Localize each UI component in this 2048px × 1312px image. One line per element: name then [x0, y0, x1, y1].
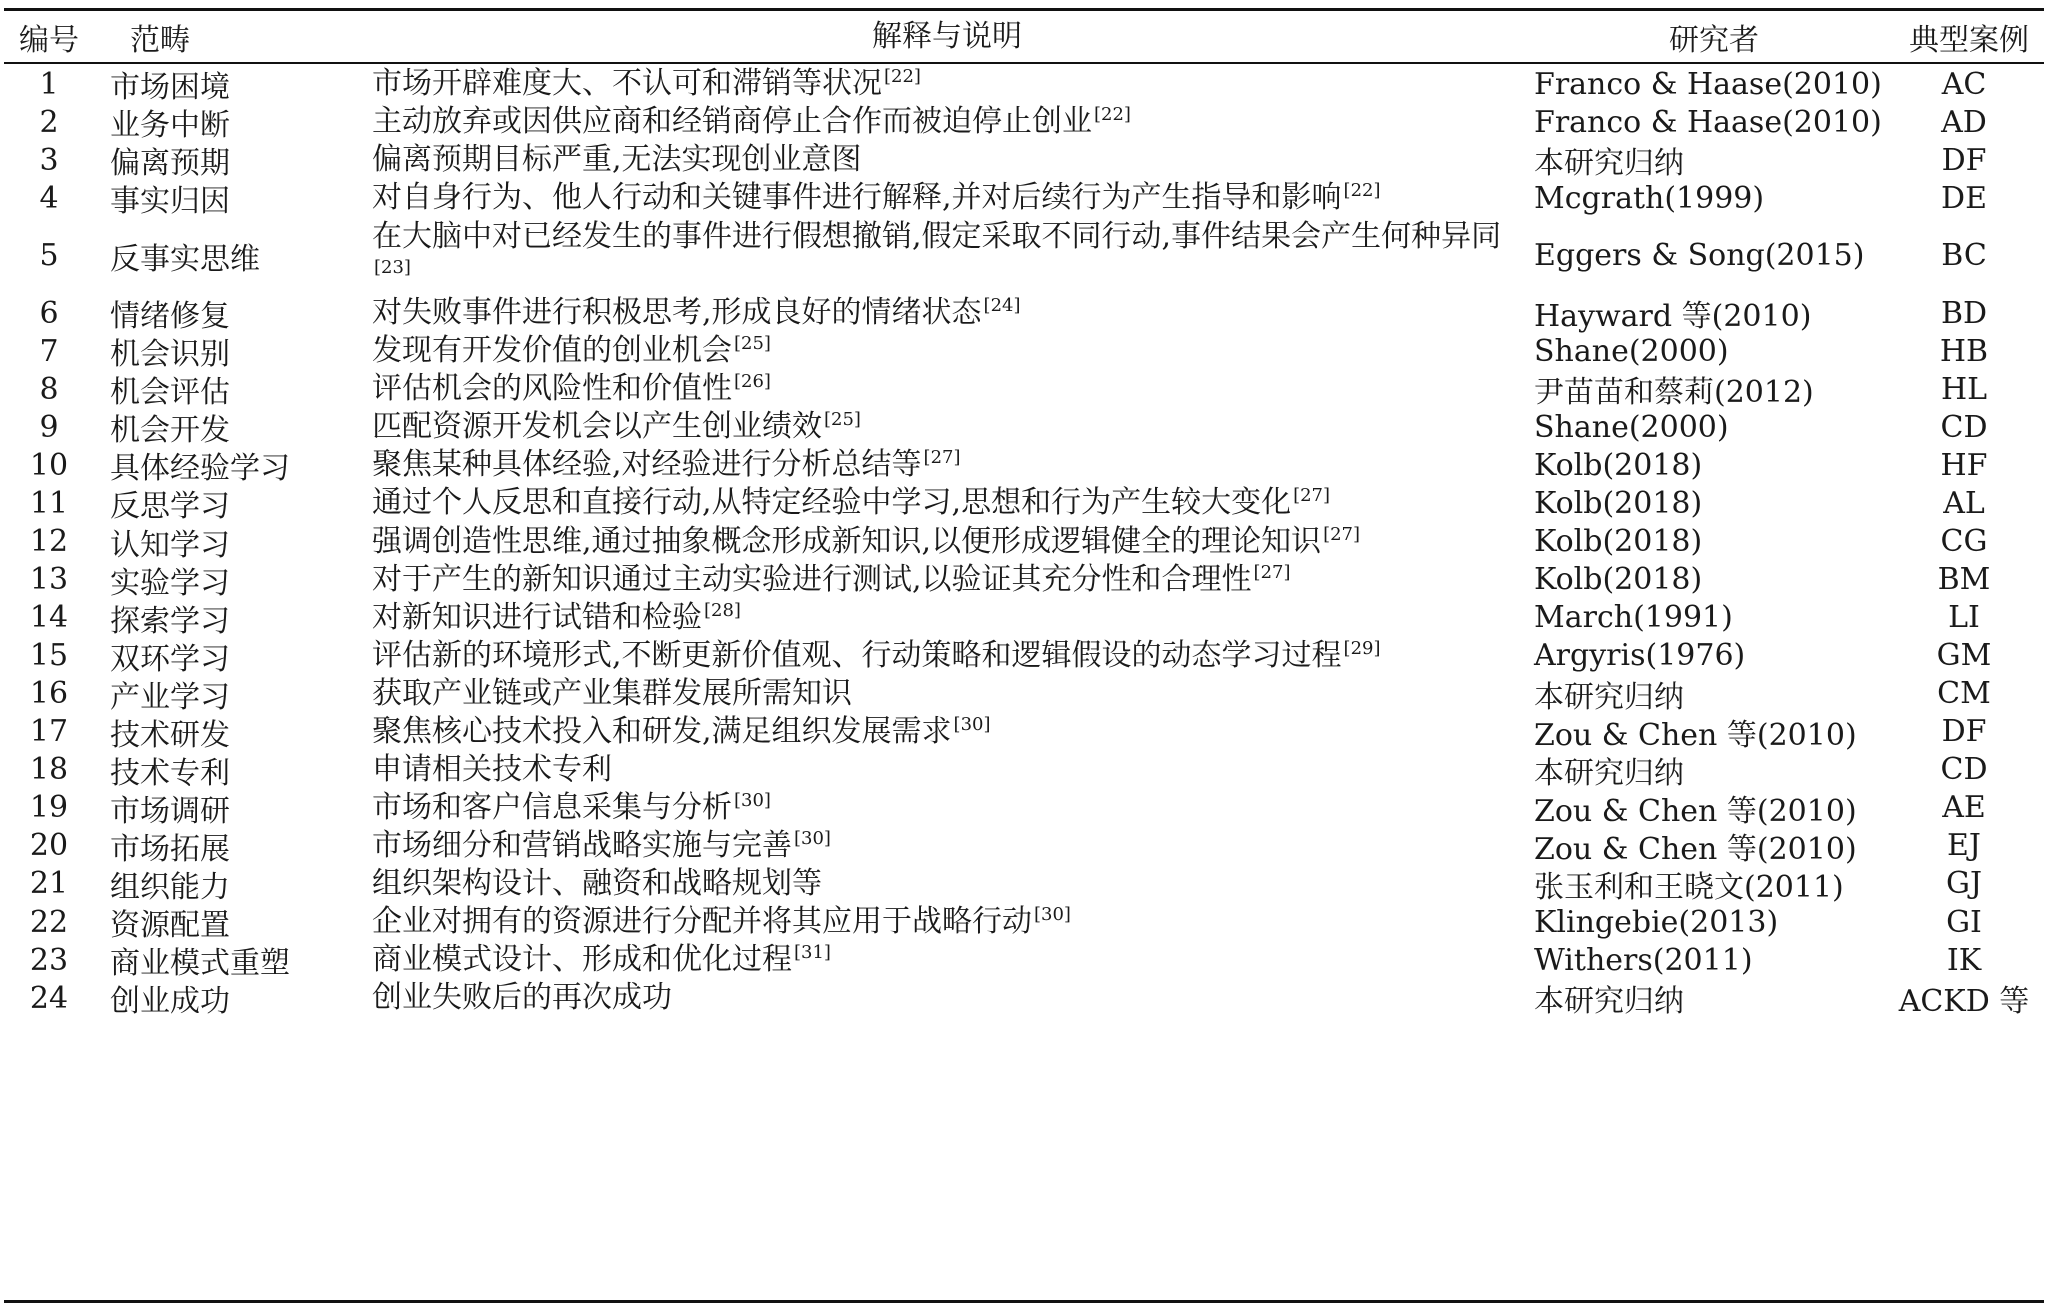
- explanation-text: 对新知识进行试错和检验: [372, 599, 702, 635]
- citation-ref: [27]: [1293, 485, 1331, 507]
- explanation-text: 聚焦核心技术投入和研发,满足组织发展需求: [372, 713, 952, 749]
- row-researcher: 本研究归纳: [1534, 146, 1684, 182]
- explanation-text: 评估机会的风险性和价值性: [372, 371, 732, 407]
- table-header-rule: [4, 62, 2044, 64]
- explanation-text: 市场和客户信息采集与分析: [372, 789, 732, 825]
- row-category: 技术专利: [110, 755, 230, 791]
- row-explanation: [372, 179, 1522, 217]
- row-case: GI: [1946, 904, 1982, 940]
- row-id: 21: [29, 866, 69, 902]
- row-case: CD: [1940, 409, 1988, 445]
- citation-ref: [22]: [884, 66, 921, 88]
- row-researcher: 张玉利和王晓文(2011): [1534, 869, 1844, 905]
- row-case: BC: [1941, 238, 1987, 274]
- explanation-text: 强调创造性思维,通过抽象概念形成新知识,以便形成逻辑健全的理论知识: [372, 523, 1322, 559]
- row-case: HL: [1940, 371, 1988, 407]
- row-researcher: Zou & Chen 等(2010): [1534, 793, 1857, 829]
- row-category: 双环学习: [110, 641, 230, 677]
- row-category: 机会开发: [110, 413, 230, 449]
- header-category: 范畴: [130, 22, 190, 58]
- row-id: 14: [29, 600, 69, 636]
- table-bottom-rule: [4, 1300, 2044, 1303]
- row-id: 24: [29, 980, 69, 1016]
- explanation-text: 获取产业链或产业集群发展所需知识: [372, 675, 852, 711]
- explanation-text: 市场细分和营销战略实施与完善: [372, 827, 792, 863]
- row-case: BD: [1940, 295, 1988, 331]
- table-row: [4, 903, 2044, 944]
- row-researcher: Franco & Haase(2010): [1534, 104, 1882, 140]
- row-case: CD: [1940, 752, 1988, 788]
- row-category: 产业学习: [110, 679, 230, 715]
- row-category: 商业模式重塑: [110, 946, 290, 982]
- row-id: 5: [39, 238, 59, 274]
- explanation-text: 偏离预期目标严重,无法实现创业意图: [372, 142, 862, 178]
- citation-ref: [25]: [824, 409, 861, 431]
- citation-ref: [29]: [1343, 637, 1381, 659]
- row-category: 探索学习: [110, 603, 230, 639]
- row-researcher: Hayward 等(2010): [1534, 299, 1812, 335]
- row-category: 实验学习: [110, 565, 230, 601]
- table-row: [4, 637, 2044, 675]
- citation-ref: [30]: [1034, 904, 1071, 926]
- row-id: 2: [39, 104, 59, 140]
- row-id: 22: [29, 904, 69, 940]
- explanation-text: 对于产生的新知识通过主动实验进行测试,以验证其充分性和合理性: [372, 561, 1252, 597]
- row-explanation: [372, 979, 1522, 1017]
- table-row: [4, 827, 2044, 865]
- row-category: 偏离预期: [110, 146, 230, 182]
- row-researcher: Franco & Haase(2010): [1534, 66, 1882, 102]
- row-researcher: Withers(2011): [1534, 942, 1753, 978]
- explanation-text: 发现有开发价值的创业机会: [372, 333, 732, 369]
- citation-ref: [30]: [953, 713, 991, 735]
- row-id: 11: [29, 485, 69, 521]
- row-id: 17: [29, 714, 69, 750]
- categories-table: [4, 0, 2044, 1312]
- citation-ref: [30]: [794, 827, 831, 849]
- explanation-text: 聚焦某种具体经验,对经验进行分析总结等: [372, 447, 922, 483]
- explanation-text: 组织架构设计、融资和战略规划等: [372, 865, 822, 901]
- table-row: [4, 561, 2044, 599]
- row-id: 10: [29, 447, 69, 483]
- row-case: AL: [1943, 485, 1985, 521]
- row-researcher: Mcgrath(1999): [1534, 180, 1765, 216]
- table-row: [4, 370, 2044, 411]
- row-case: HF: [1940, 447, 1988, 483]
- row-researcher: Shane(2000): [1534, 333, 1729, 369]
- row-researcher: Argyris(1976): [1534, 638, 1746, 674]
- row-id: 6: [39, 295, 59, 331]
- row-case: ACKD 等: [1898, 984, 2030, 1020]
- row-category: 事实归因: [110, 184, 230, 220]
- row-category: 技术研发: [110, 717, 230, 753]
- explanation-text: 主动放弃或因供应商和经销商停止合作而被迫停止创业: [372, 104, 1092, 140]
- row-id: 23: [29, 942, 69, 978]
- row-id: 18: [29, 752, 69, 788]
- table-row: [4, 179, 2044, 220]
- row-researcher: 本研究归纳: [1534, 755, 1684, 791]
- table-row: [4, 941, 2044, 982]
- header-id: 编号: [19, 22, 79, 58]
- row-researcher: Klingebie(2013): [1534, 904, 1779, 940]
- row-category: 机会识别: [110, 337, 230, 373]
- row-id: 8: [39, 371, 59, 407]
- explanation-text: 企业对拥有的资源进行分配并将其应用于战略行动: [372, 904, 1032, 940]
- row-category: 市场困境: [110, 70, 230, 106]
- row-case: AE: [1942, 790, 1986, 826]
- row-category: 市场拓展: [110, 831, 230, 867]
- header-researcher: 研究者: [1669, 22, 1759, 58]
- table-row: [4, 103, 2044, 144]
- citation-ref: [28]: [704, 599, 741, 621]
- row-category: 认知学习: [110, 527, 230, 563]
- row-id: 3: [39, 142, 59, 178]
- row-case: GJ: [1946, 866, 1982, 902]
- row-case: HB: [1939, 333, 1989, 369]
- row-researcher: 本研究归纳: [1534, 984, 1684, 1020]
- explanation-text: 评估新的环境形式,不断更新价值观、行动策略和逻辑假设的动态学习过程: [372, 637, 1342, 673]
- row-id: 20: [29, 828, 69, 864]
- row-id: 16: [29, 676, 69, 712]
- row-case: DE: [1941, 180, 1987, 216]
- row-id: 12: [29, 524, 69, 560]
- row-category: 反事实思维: [110, 241, 260, 277]
- row-researcher: Kolb(2018): [1534, 447, 1703, 483]
- row-id: 13: [29, 562, 69, 598]
- table-header-row: [4, 11, 2044, 62]
- citation-ref: [22]: [1094, 104, 1131, 126]
- citation-ref: [24]: [983, 295, 1021, 317]
- table-row: [4, 751, 2044, 789]
- row-category: 业务中断: [110, 108, 230, 144]
- row-category: 市场调研: [110, 793, 230, 829]
- explanation-text: 市场开辟难度大、不认可和滞销等状况: [372, 66, 882, 102]
- row-case: DF: [1941, 714, 1987, 750]
- row-category: 资源配置: [110, 908, 230, 944]
- row-case: EJ: [1947, 828, 1981, 864]
- explanation-text: 对自身行为、他人行动和关键事件进行解释,并对后续行为产生指导和影响: [372, 180, 1342, 216]
- header-case: 典型案例: [1909, 22, 2029, 58]
- table-row: [4, 675, 2044, 713]
- row-researcher: 本研究归纳: [1534, 679, 1684, 715]
- row-category: 反思学习: [110, 489, 230, 525]
- row-researcher: March(1991): [1534, 600, 1733, 636]
- explanation-text: 在大脑中对已经发生的事件进行假想撤销,假定采取不同行动,事件结果会产生何种异同: [372, 218, 1502, 254]
- row-id: 15: [29, 638, 69, 674]
- row-researcher: 尹苗苗和蔡莉(2012): [1534, 375, 1814, 411]
- table-row: [4, 408, 2044, 449]
- row-id: 4: [39, 180, 59, 216]
- citation-ref: [30]: [734, 789, 771, 811]
- explanation-text: 商业模式设计、形成和优化过程: [372, 942, 792, 978]
- row-researcher: Kolb(2018): [1534, 485, 1703, 521]
- row-id: 7: [39, 333, 59, 369]
- row-id: 19: [29, 790, 69, 826]
- explanation-text: 匹配资源开发机会以产生创业绩效: [372, 409, 822, 445]
- header-explanation: 解释与说明: [872, 18, 1022, 54]
- row-case: DF: [1941, 142, 1987, 178]
- row-case: LI: [1948, 600, 1980, 636]
- row-category: 创业成功: [110, 984, 230, 1020]
- citation-ref: [23]: [374, 256, 411, 278]
- row-case: IK: [1946, 942, 1982, 978]
- explanation-text: 通过个人反思和直接行动,从特定经验中学习,思想和行为产生较大变化: [372, 485, 1292, 521]
- row-case: BM: [1937, 562, 1991, 598]
- citation-ref: [22]: [1343, 180, 1381, 202]
- row-id: 9: [39, 409, 59, 445]
- table-row: [4, 713, 2044, 751]
- row-researcher: Kolb(2018): [1534, 524, 1703, 560]
- row-case: GM: [1936, 638, 1992, 674]
- row-category: 机会评估: [110, 375, 230, 411]
- row-case: AC: [1941, 66, 1987, 102]
- row-category: 具体经验学习: [110, 451, 290, 487]
- row-case: CG: [1940, 524, 1988, 560]
- citation-ref: [27]: [1253, 561, 1291, 583]
- table-row: [4, 332, 2044, 373]
- row-explanation: [372, 217, 1522, 294]
- citation-ref: [25]: [734, 333, 771, 355]
- table-row: [4, 789, 2044, 827]
- table-row: [4, 294, 2044, 335]
- row-researcher: Kolb(2018): [1534, 562, 1703, 598]
- row-researcher: Shane(2000): [1534, 409, 1729, 445]
- row-researcher: Zou & Chen 等(2010): [1534, 717, 1857, 753]
- row-researcher: Eggers & Song(2015): [1534, 238, 1865, 274]
- explanation-text: 对失败事件进行积极思考,形成良好的情绪状态: [372, 295, 982, 331]
- table-row: [4, 217, 2044, 294]
- explanation-text: 创业失败后的再次成功: [372, 980, 672, 1016]
- row-researcher: Zou & Chen 等(2010): [1534, 831, 1857, 867]
- citation-ref: [26]: [734, 371, 771, 393]
- row-case: CM: [1937, 676, 1991, 712]
- row-category: 情绪修复: [110, 299, 230, 335]
- citation-ref: [27]: [923, 447, 961, 469]
- explanation-text: 申请相关技术专利: [372, 751, 612, 787]
- citation-ref: [27]: [1323, 523, 1361, 545]
- row-category: 组织能力: [110, 869, 230, 905]
- row-id: 1: [39, 66, 59, 102]
- citation-ref: [31]: [794, 942, 831, 964]
- row-case: AD: [1941, 104, 1987, 140]
- table-row: [4, 979, 2044, 1020]
